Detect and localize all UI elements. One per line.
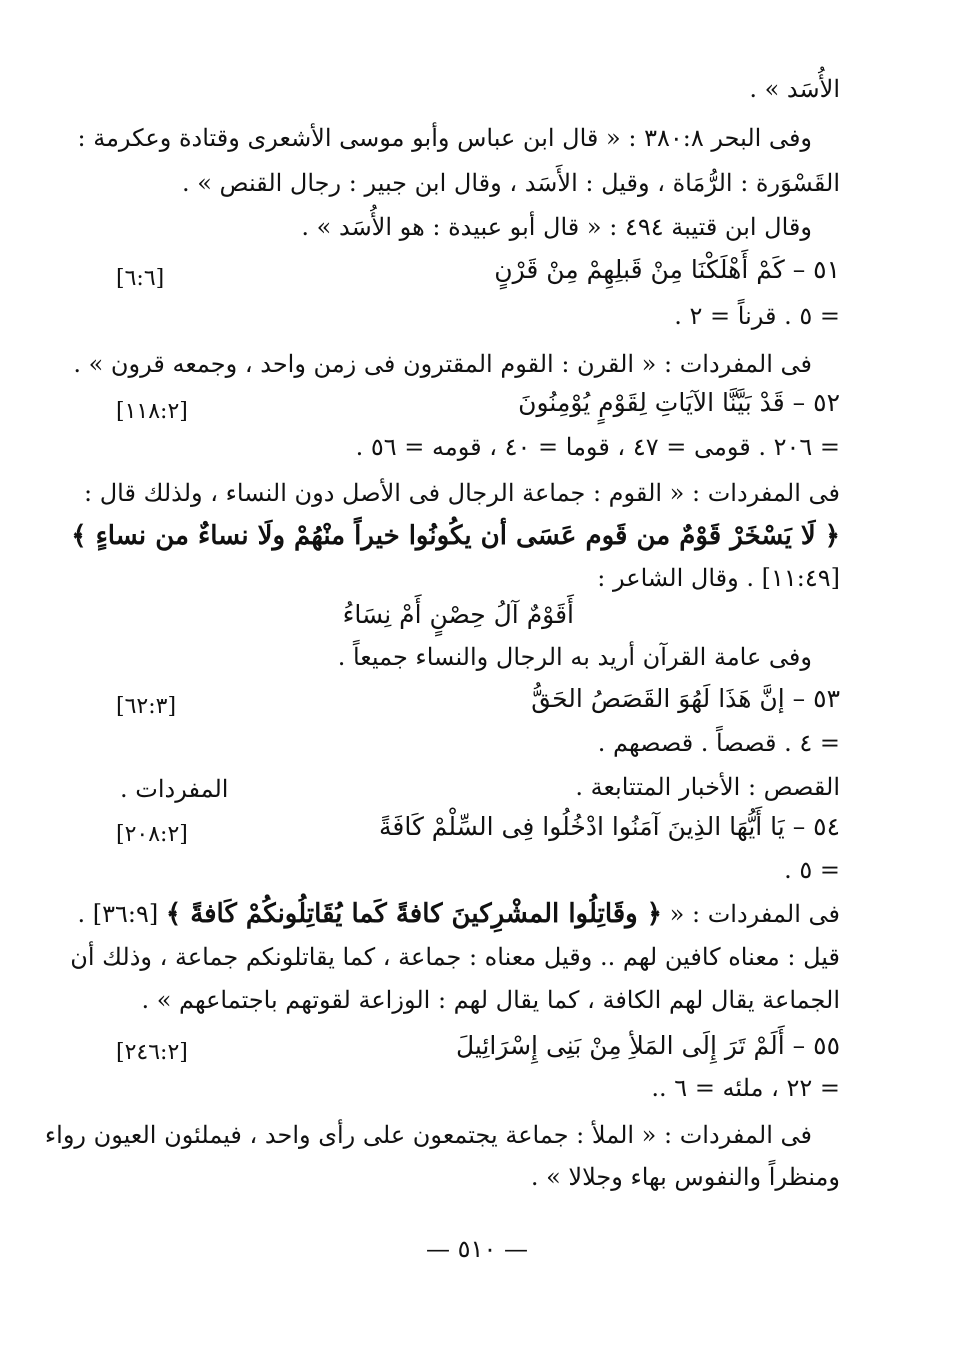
verse-reference: [٦:٦] — [116, 266, 165, 291]
source-label: المفردات . — [120, 775, 229, 803]
verse-54: ٥٤ – يَا أَيُّهَا الذِينَ آمَنُوا ادْخُلُوا فِى السِّلْمْ كَافَةً — [378, 812, 840, 841]
verse-53: ٥٣ – إنَّ هَذَا لَهُوَ القَصَصُ الحَقُّ — [531, 684, 840, 713]
text-line: [١١:٤٩] . وقال الشاعر : — [597, 564, 840, 592]
text-line: فى المفردات : « الملأ : جماعة يجتمعون على رأى واحد ، فيملئون العيون رواء — [44, 1121, 812, 1149]
verse-reference: [٣٦:٩] . — [77, 900, 159, 928]
text-line: القصص : الأخبار المتتابعة . — [575, 773, 840, 801]
page-number: — ٥١٠ — — [426, 1235, 528, 1263]
text-line: القَسْوَرة : الرُّمَاة ، وقيل : الأَسَد ، وقال ابن جبير : رجال القنص » . — [181, 169, 840, 197]
word-count-line: = ٥ . قرناً = ٢ . — [674, 302, 840, 330]
poetry-verse: أَقَوْمٌ آلُ حِصْنٍ أَمْ نِسَاءُ — [342, 600, 574, 629]
verse-reference: [٦٢:٣] — [116, 694, 177, 719]
text-line: وفى البحر ٣٨٠:٨ : « قال ابن عباس وأبو موسى الأشعرى وقتادة وعكرمة : — [77, 124, 812, 152]
text-line: وفى عامة القرآن أريد به الرجال والنساء جميعاً . — [337, 643, 812, 671]
verse-51: ٥١ – كَمْ أَهْلَكْنَا مِنْ قَبلِهِمْ مِنْ قَرْنٍ — [494, 255, 840, 284]
word-count-line: = ٢٠٦ . قومى = ٤٧ ، قوما = ٤٠ ، قومه = ٥٦ . — [355, 433, 840, 461]
verse-reference: [١١٨:٢] — [116, 399, 188, 424]
text-line: الأُسَد » . — [749, 75, 840, 103]
verse-55: ٥٥ – أَلَمْ تَرَ إِلَى المَلأِ مِنْ بَنِى إِسْرَائِيلَ — [455, 1031, 840, 1060]
word-count-line: = ٤ . قصصاً . قصصهم . — [597, 729, 840, 757]
word-count-line: = ٥ . — [784, 856, 840, 884]
text-line: الجماعة يقال لهم الكافة ، كما يقال لهم : الوزاعة لقوتهم باجتماعهم » . — [141, 986, 840, 1014]
text-line: ومنظراً والنفوس بهاء وجلالا » . — [530, 1163, 840, 1191]
quran-quote: ﴿ لَا يَسْخَرْ قَوْمٌ من قَوم عَسَى أن يكُونُوا خيراً منْهُمْ ولَا نساءٌ من نساءٍ ﴾ — [71, 521, 840, 551]
text-segment: فى المفردات : « — [669, 900, 840, 928]
text-line: قيل : معناه كافين لهم .. وقيل معناه : جماعة ، كما يقاتلونكم جماعة ، وذلك أن — [70, 943, 840, 971]
text-line-mixed — [78, 897, 841, 931]
text-line: وقال ابن قتيبة ٤٩٤ : « قال أبو عبيدة : هو الأُسَد » . — [301, 213, 812, 241]
verse-reference: [٢٠٨:٢] — [116, 822, 188, 847]
text-line: فى المفردات : « القرن : القوم المقترون فى زمن واحد ، وجمعه قرون » . — [73, 350, 812, 378]
verse-reference: [٢٤٦:٢] — [116, 1040, 188, 1065]
quran-quote: ﴿ وقَاتِلُوا المشْرِكينَ كافةً كَما يُقَاتِلُونكُمْ كَافةً ﴾ — [165, 899, 663, 929]
word-count-line: = ٢٢ ، ملئه = ٦ .. — [651, 1074, 840, 1102]
verse-52: ٥٢ – قَدْ بَيَّنَّا الآيَاتِ لِقَوْمٍ يُوْمِنُونَ — [518, 388, 840, 417]
text-line: فى المفردات : « القوم : جماعة الرجال فى الأصل دون النساء ، ولذلك قال : — [84, 479, 840, 507]
